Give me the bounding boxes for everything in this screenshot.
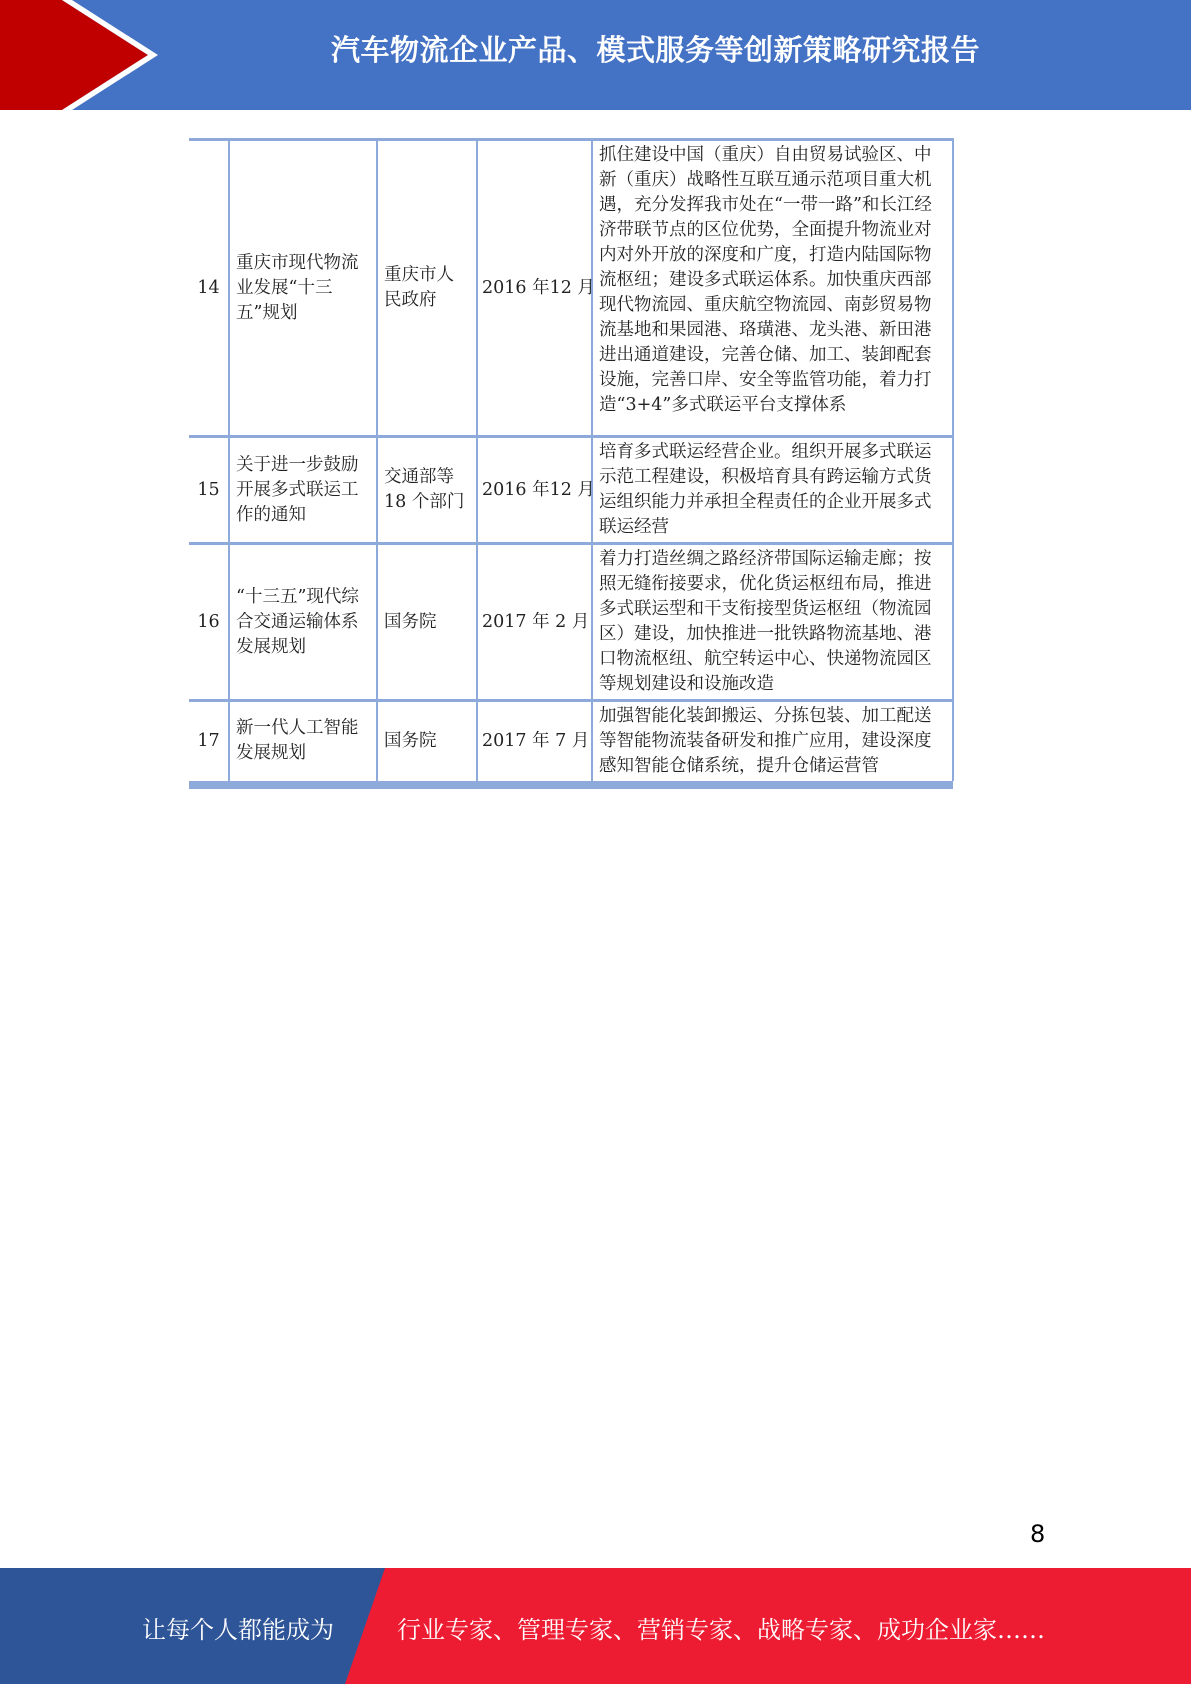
row-number: 16 [189, 544, 229, 701]
policy-name: “十三五”现代综合交通运输体系发展规划 [229, 544, 377, 701]
page-number: 8 [1030, 1520, 1046, 1548]
page-footer [0, 1568, 1191, 1684]
issuing-body: 国务院 [377, 544, 477, 701]
policy-content: 着力打造丝绸之路经济带国际运输走廊；按照无缝衔接要求，优化货运枢纽布局，推进多式联运型和干支衔接型货运枢纽（物流园区）建设，加快推进一批铁路物流基地、港口物流枢纽、航空转运中心、快递物流园区等规划建设和设施改造 [592, 544, 953, 701]
policy-content: 培育多式联运经营企业。组织开展多式联运示范工程建设，积极培育具有跨运输方式货运组织能力并承担全程责任的企业开展多式联运经营 [592, 437, 953, 544]
table-row [189, 544, 953, 701]
table-row [189, 701, 953, 781]
issuing-body: 重庆市人民政府 [377, 140, 477, 437]
policy-content: 抓住建设中国（重庆）自由贸易试验区、中新（重庆）战略性互联互通示范项目重大机遇，充分发挥我市处在“一带一路”和长江经济带联节点的区位优势，全面提升物流业对内对外开放的深度和广度，打造内陆国际物流枢纽；建设多式联运体系。加快重庆西部现代物流园、重庆航空物流园、南彭贸易物流基地和果园港、珞璜港、龙头港、新田港进出通道建设，完善仓储、加工、装卸配套设施，完善口岸、安全等监管功能，着力打造“3+4”多式联运平台支撑体系 [592, 140, 953, 437]
policy-content-cell [592, 701, 953, 781]
table-row [189, 437, 953, 544]
document-title: 汽车物流企业产品、模式服务等创新策略研究报告 [330, 33, 980, 67]
footer-slogan-left: 让每个人都能成为 [142, 1616, 334, 1644]
issue-date: 2016 年12 月 [477, 140, 592, 437]
row-number: 17 [189, 701, 229, 781]
footer-slogan-right: 行业专家、管理专家、营销专家、战略专家、成功企业家…… [397, 1616, 1045, 1644]
page-header [0, 0, 1191, 110]
policy-name: 关于进一步鼓励开展多式联运工作的通知 [229, 437, 377, 544]
issue-date: 2017 年 7 月 [477, 701, 592, 781]
issuing-body: 国务院 [377, 701, 477, 781]
issue-date: 2017 年 2 月 [477, 544, 592, 701]
issue-date: 2016 年12 月 [477, 437, 592, 544]
row-number: 15 [189, 437, 229, 544]
table-row [189, 140, 953, 437]
policy-table [189, 138, 953, 789]
policy-name: 新一代人工智能发展规划 [229, 701, 377, 781]
issuing-body: 交通部等18 个部门 [377, 437, 477, 544]
row-number: 14 [189, 140, 229, 437]
policy-name: 重庆市现代物流业发展“十三五”规划 [229, 140, 377, 437]
policy-content: 加强智能化装卸搬运、分拣包装、加工配送等智能物流装备研发和推广应用，建设深度感知智能仓储系统，提升仓储运营管 [599, 706, 932, 776]
table-bottom-border [189, 781, 953, 789]
header-chevron-decoration [0, 0, 160, 110]
